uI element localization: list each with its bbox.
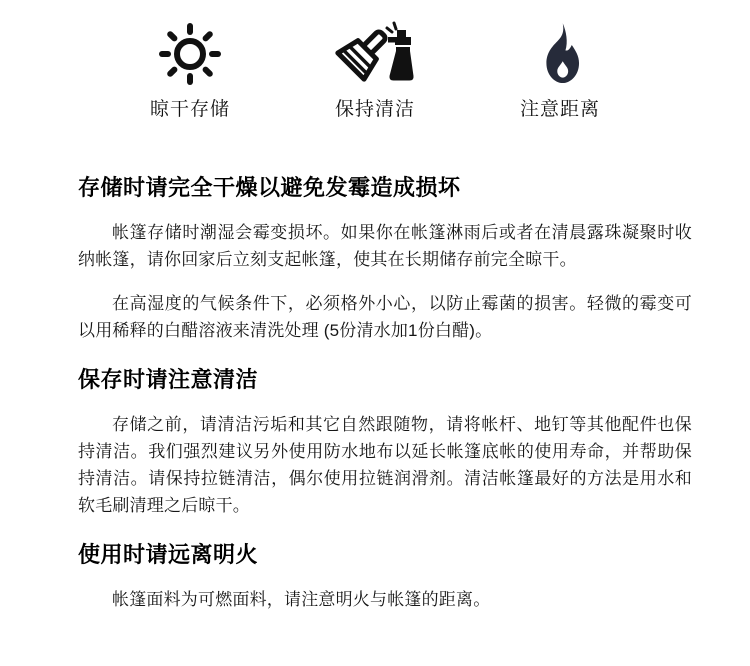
body-paragraph: 帐篷存储时潮湿会霉变损坏。如果你在帐篷淋雨后或者在清晨露珠凝聚时收纳帐篷，请你回家后立刻支起帐篷，使其在长期储存前完全晾干。 — [78, 223, 692, 269]
sun-icon — [153, 18, 227, 90]
section-heading: 使用时请远离明火 — [78, 542, 259, 567]
care-instructions — [0, 122, 750, 613]
body-paragraph: 在高湿度的气候条件下，必须格外小心，以防止霉菌的损害。轻微的霉变可以用稀释的白醋溶液来清洗处理 (5份清水加1份白醋)。 — [78, 294, 692, 340]
section-dry-storage — [78, 174, 692, 344]
feature-keep-clean — [305, 18, 445, 122]
flame-icon — [531, 18, 589, 90]
clean-icon — [327, 18, 423, 90]
section-heading: 保存时请注意清洁 — [78, 367, 259, 392]
feature-label-keep-clean: 保持清洁 — [334, 99, 415, 120]
feature-label-dry-storage: 晾干存储 — [149, 99, 230, 120]
section-away-from-fire — [78, 541, 692, 613]
feature-row — [0, 0, 750, 122]
feature-dry-storage — [120, 18, 260, 122]
body-paragraph: 帐篷面料为可燃面料，请注意明火与帐篷的距离。 — [112, 590, 491, 609]
section-keep-clean — [78, 366, 692, 519]
body-paragraph: 存储之前，请清洁污垢和其它自然跟随物，请将帐杆、地钉等其他配件也保持清洁。我们强烈建议另外使用防水地布以延长帐篷底帐的使用寿命，并帮助保持清洁。请保持拉链清洁，偶尔使用拉链润滑剂。清洁帐篷最好的方法是用水和软毛刷清理之后晾干。 — [78, 415, 692, 515]
feature-fire-distance — [490, 18, 630, 122]
section-heading: 存储时请完全干燥以避免发霉造成损坏 — [78, 175, 461, 200]
feature-label-fire-distance: 注意距离 — [519, 99, 600, 120]
